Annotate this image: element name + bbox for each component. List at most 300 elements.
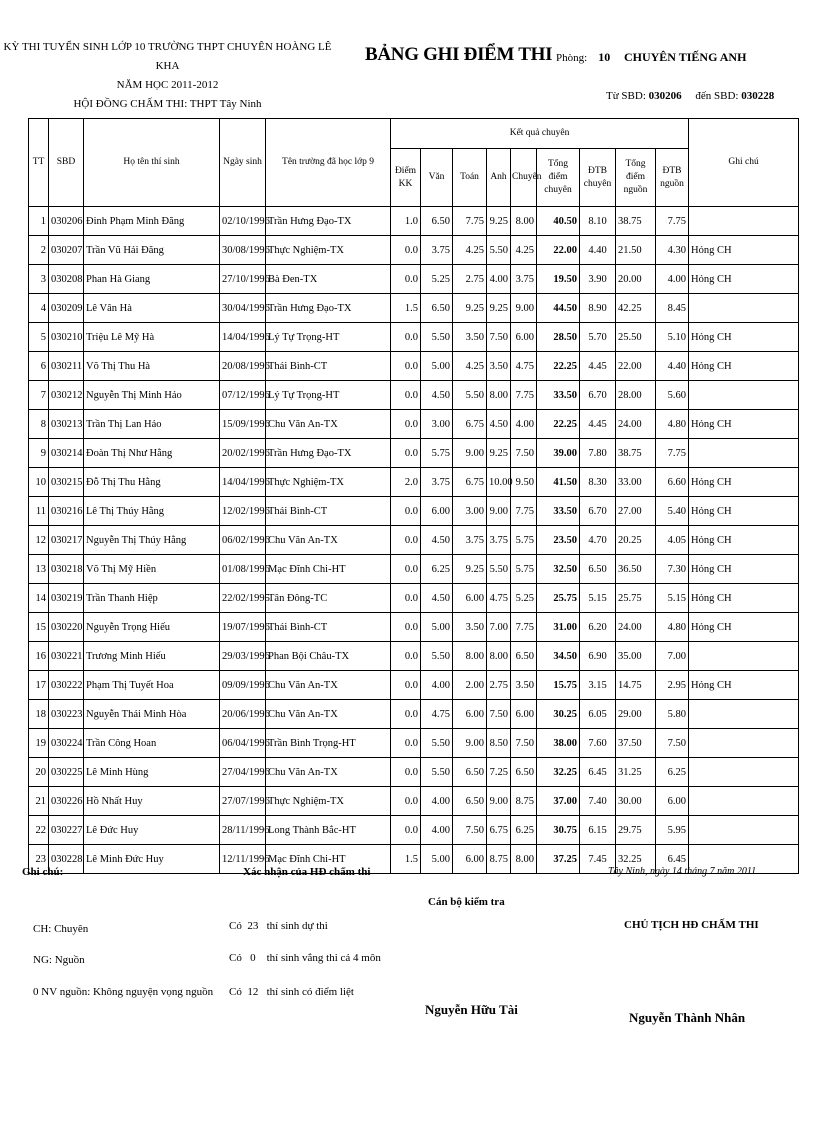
note-ch: CH: Chuyên — [33, 923, 89, 935]
cell-van: 4.75 — [421, 700, 453, 729]
cell-dob: 27/07/1996 — [220, 787, 266, 816]
confirm-line-2 — [229, 952, 381, 964]
cell-dtb-nguon: 5.15 — [656, 584, 689, 613]
cell-sbd: 030218 — [49, 555, 84, 584]
cell-note — [689, 381, 799, 410]
cell-anh: 5.50 — [487, 236, 511, 265]
cell-dob: 27/10/1996 — [220, 265, 266, 294]
cell-sbd: 030226 — [49, 787, 84, 816]
table-row — [29, 352, 799, 381]
cell-dtb-nguon: 4.00 — [656, 265, 689, 294]
cell-toan: 9.00 — [453, 439, 487, 468]
cell-kk: 1.5 — [391, 294, 421, 323]
cell-van: 6.25 — [421, 555, 453, 584]
cell-kk: 0.0 — [391, 439, 421, 468]
cell-dtb-chuyen: 5.70 — [580, 323, 616, 352]
cell-toan: 7.75 — [453, 207, 487, 236]
cell-dtb-chuyen: 6.45 — [580, 758, 616, 787]
cell-note: Hỏng CH — [689, 352, 799, 381]
sbd-range — [606, 90, 774, 102]
cell-van: 6.00 — [421, 497, 453, 526]
col-note: Ghi chú — [689, 119, 799, 207]
cell-dob: 14/04/1996 — [220, 323, 266, 352]
cell-school: Long Thành Bắc-HT — [266, 816, 391, 845]
cell-tt: 8 — [29, 410, 49, 439]
table-row — [29, 613, 799, 642]
cell-chuyen: 7.50 — [511, 439, 537, 468]
cell-name: Lê Minh Đức Huy — [84, 845, 220, 874]
cell-dtb-chuyen: 6.15 — [580, 816, 616, 845]
cell-dtb-nguon: 8.45 — [656, 294, 689, 323]
room-label: Phòng: — [556, 52, 588, 64]
table-row — [29, 294, 799, 323]
cell-note — [689, 758, 799, 787]
cell-tt: 15 — [29, 613, 49, 642]
cell-dob: 20/02/1996 — [220, 439, 266, 468]
cell-chuyen: 6.50 — [511, 642, 537, 671]
cell-dtb-nguon: 7.75 — [656, 439, 689, 468]
cell-name: Trần Vũ Hải Đăng — [84, 236, 220, 265]
cell-anh: 8.00 — [487, 381, 511, 410]
cell-dob: 27/04/1996 — [220, 758, 266, 787]
cell-dtb-chuyen: 7.40 — [580, 787, 616, 816]
cell-note — [689, 787, 799, 816]
cell-anh: 6.75 — [487, 816, 511, 845]
cell-dob: 19/07/1996 — [220, 613, 266, 642]
cell-dtb-nguon: 5.80 — [656, 700, 689, 729]
cell-tt: 23 — [29, 845, 49, 874]
cell-dob: 09/09/1996 — [220, 671, 266, 700]
cell-sbd: 030221 — [49, 642, 84, 671]
cell-tong-chuyen: 39.00 — [537, 439, 580, 468]
cell-school: Thái Bình-CT — [266, 497, 391, 526]
cell-note: Hỏng CH — [689, 410, 799, 439]
cell-name: Lê Thị Thúy Hằng — [84, 497, 220, 526]
cell-toan: 4.25 — [453, 236, 487, 265]
cell-tong-nguon: 24.00 — [616, 613, 656, 642]
col-dob: Ngày sinh — [220, 119, 266, 207]
cell-school: Thực Nghiệm-TX — [266, 468, 391, 497]
cell-school: Chu Văn An-TX — [266, 671, 391, 700]
checker-name: Nguyễn Hữu Tài — [425, 1002, 518, 1017]
cell-tong-nguon: 31.25 — [616, 758, 656, 787]
cell-dob: 22/02/1995 — [220, 584, 266, 613]
cell-anh: 9.25 — [487, 207, 511, 236]
cell-dtb-nguon: 6.45 — [656, 845, 689, 874]
cell-toan: 6.50 — [453, 787, 487, 816]
cell-note: Hỏng CH — [689, 671, 799, 700]
cell-name: Võ Thị Thu Hà — [84, 352, 220, 381]
cell-tt: 13 — [29, 555, 49, 584]
cell-van: 5.50 — [421, 642, 453, 671]
cell-dtb-nguon: 5.60 — [656, 381, 689, 410]
confirm-line-1 — [229, 920, 328, 932]
cell-note: Hỏng CH — [689, 526, 799, 555]
cell-van: 5.00 — [421, 613, 453, 642]
table-row — [29, 207, 799, 236]
cell-name: Trần Thanh Hiệp — [84, 584, 220, 613]
cell-dtb-nguon: 5.10 — [656, 323, 689, 352]
cell-anh: 3.75 — [487, 526, 511, 555]
cell-school: Mạc Đĩnh Chi-HT — [266, 555, 391, 584]
cell-chuyen: 9.00 — [511, 294, 537, 323]
cell-tong-nguon: 25.50 — [616, 323, 656, 352]
cell-tong-chuyen: 40.50 — [537, 207, 580, 236]
cell-van: 5.25 — [421, 265, 453, 294]
cell-name: Đinh Phạm Minh Đăng — [84, 207, 220, 236]
cell-van: 3.00 — [421, 410, 453, 439]
cell-kk: 0.0 — [391, 410, 421, 439]
sbd-from-label: Từ SBD: — [606, 90, 646, 102]
cell-sbd: 030219 — [49, 584, 84, 613]
cell-tt: 5 — [29, 323, 49, 352]
cell-kk: 0.0 — [391, 526, 421, 555]
cell-van: 5.50 — [421, 729, 453, 758]
cell-kk: 2.0 — [391, 468, 421, 497]
cell-chuyen: 7.75 — [511, 497, 537, 526]
cell-toan: 6.00 — [453, 845, 487, 874]
cell-tt: 4 — [29, 294, 49, 323]
cell-tong-nguon: 36.50 — [616, 555, 656, 584]
cell-toan: 8.00 — [453, 642, 487, 671]
cell-school: Tân Đông-TC — [266, 584, 391, 613]
cell-tt: 10 — [29, 468, 49, 497]
cell-sbd: 030209 — [49, 294, 84, 323]
cell-tong-chuyen: 37.00 — [537, 787, 580, 816]
cell-sbd: 030211 — [49, 352, 84, 381]
cell-dob: 01/08/1996 — [220, 555, 266, 584]
cell-note — [689, 700, 799, 729]
cell-tong-chuyen: 33.50 — [537, 497, 580, 526]
cell-name: Trần Công Hoan — [84, 729, 220, 758]
cell-tong-nguon: 24.00 — [616, 410, 656, 439]
cell-dob: 07/12/1996 — [220, 381, 266, 410]
cell-anh: 9.25 — [487, 294, 511, 323]
exam-header — [0, 38, 335, 114]
cell-van: 4.50 — [421, 584, 453, 613]
cell-anh: 7.00 — [487, 613, 511, 642]
cell-chuyen: 5.75 — [511, 526, 537, 555]
cell-tong-chuyen: 44.50 — [537, 294, 580, 323]
cell-tong-chuyen: 22.00 — [537, 236, 580, 265]
cell-tong-nguon: 38.75 — [616, 439, 656, 468]
cell-tong-nguon: 42.25 — [616, 294, 656, 323]
cell-dtb-chuyen: 3.90 — [580, 265, 616, 294]
cell-toan: 3.00 — [453, 497, 487, 526]
count-participants: 23 — [247, 920, 259, 932]
cell-tt: 11 — [29, 497, 49, 526]
col-sbd: SBD — [49, 119, 84, 207]
cell-toan: 6.75 — [453, 410, 487, 439]
cell-chuyen: 6.25 — [511, 816, 537, 845]
cell-van: 3.75 — [421, 236, 453, 265]
cell-school: Lý Tự Trọng-HT — [266, 381, 391, 410]
cell-name: Lê Đức Huy — [84, 816, 220, 845]
cell-dtb-chuyen: 4.45 — [580, 410, 616, 439]
cell-sbd: 030225 — [49, 758, 84, 787]
cell-dtb-nguon: 4.40 — [656, 352, 689, 381]
cell-dtb-chuyen: 7.45 — [580, 845, 616, 874]
cell-kk: 0.0 — [391, 555, 421, 584]
cell-sbd: 030214 — [49, 439, 84, 468]
cell-van: 5.75 — [421, 439, 453, 468]
note-0nv: 0 NV nguồn: Không nguyện vọng nguồn — [33, 986, 214, 998]
cell-anh: 8.00 — [487, 642, 511, 671]
cell-note — [689, 294, 799, 323]
cell-dtb-nguon: 5.95 — [656, 816, 689, 845]
cell-dtb-chuyen: 6.05 — [580, 700, 616, 729]
col-school: Tên trường đã học lớp 9 — [266, 119, 391, 207]
cell-dtb-chuyen: 7.80 — [580, 439, 616, 468]
confirm-text-1: thí sinh dự thi — [266, 920, 328, 932]
cell-dtb-nguon: 4.80 — [656, 613, 689, 642]
cell-kk: 0.0 — [391, 381, 421, 410]
cell-dtb-chuyen: 4.40 — [580, 236, 616, 265]
cell-note — [689, 439, 799, 468]
cell-tong-chuyen: 30.25 — [537, 700, 580, 729]
table-row — [29, 729, 799, 758]
cell-tong-chuyen: 38.00 — [537, 729, 580, 758]
cell-sbd: 030213 — [49, 410, 84, 439]
cell-anh: 7.50 — [487, 323, 511, 352]
cell-kk: 0.0 — [391, 671, 421, 700]
cell-note: Hỏng CH — [689, 236, 799, 265]
cell-sbd: 030217 — [49, 526, 84, 555]
cell-sbd: 030216 — [49, 497, 84, 526]
confirm-line-3 — [229, 986, 354, 998]
table-row — [29, 758, 799, 787]
cell-tt: 18 — [29, 700, 49, 729]
cell-van: 4.00 — [421, 816, 453, 845]
table-row — [29, 468, 799, 497]
col-van: Văn — [421, 149, 453, 207]
cell-tong-chuyen: 30.75 — [537, 816, 580, 845]
chair-title: CHỦ TỊCH HĐ CHẤM THI — [624, 919, 759, 931]
cell-dtb-chuyen: 6.20 — [580, 613, 616, 642]
cell-van: 5.00 — [421, 845, 453, 874]
table-row — [29, 265, 799, 294]
cell-name: Phan Hà Giang — [84, 265, 220, 294]
cell-school: Thực Nghiệm-TX — [266, 236, 391, 265]
cell-sbd: 030220 — [49, 613, 84, 642]
cell-dtb-nguon: 2.95 — [656, 671, 689, 700]
cell-kk: 0.0 — [391, 787, 421, 816]
cell-note — [689, 207, 799, 236]
table-row — [29, 381, 799, 410]
cell-tong-chuyen: 23.50 — [537, 526, 580, 555]
cell-dob: 06/02/1996 — [220, 526, 266, 555]
col-toan: Toán — [453, 149, 487, 207]
cell-chuyen: 3.75 — [511, 265, 537, 294]
cell-name: Đoàn Thị Như Hằng — [84, 439, 220, 468]
cell-name: Triệu Lê Mỹ Hà — [84, 323, 220, 352]
cell-school: Chu Văn An-TX — [266, 410, 391, 439]
cell-dtb-chuyen: 4.45 — [580, 352, 616, 381]
cell-anh: 4.00 — [487, 265, 511, 294]
table-row — [29, 410, 799, 439]
cell-anh: 3.50 — [487, 352, 511, 381]
cell-tong-nguon: 35.00 — [616, 642, 656, 671]
cell-chuyen: 4.25 — [511, 236, 537, 265]
cell-chuyen: 3.50 — [511, 671, 537, 700]
cell-tong-chuyen: 41.50 — [537, 468, 580, 497]
cell-dtb-chuyen: 6.90 — [580, 642, 616, 671]
cell-kk: 0.0 — [391, 700, 421, 729]
cell-tong-chuyen: 31.00 — [537, 613, 580, 642]
col-tong-chuyen: Tổng điểm chuyên — [537, 149, 580, 207]
cell-dob: 30/04/1996 — [220, 294, 266, 323]
cell-toan: 6.00 — [453, 584, 487, 613]
checker-title: Cán bộ kiểm tra — [428, 896, 505, 908]
cell-note — [689, 816, 799, 845]
cell-school: Trần Hưng Đạo-TX — [266, 294, 391, 323]
cell-sbd: 030228 — [49, 845, 84, 874]
cell-van: 5.50 — [421, 323, 453, 352]
notes-title: Ghi chú: — [22, 866, 64, 878]
cell-dtb-chuyen: 6.50 — [580, 555, 616, 584]
cell-dtb-nguon: 6.00 — [656, 787, 689, 816]
cell-dob: 28/11/1996 — [220, 816, 266, 845]
cell-tt: 22 — [29, 816, 49, 845]
table-row — [29, 787, 799, 816]
cell-dob: 06/04/1996 — [220, 729, 266, 758]
cell-dtb-chuyen: 8.30 — [580, 468, 616, 497]
cell-tong-nguon: 27.00 — [616, 497, 656, 526]
room-number: 10 — [598, 50, 611, 64]
cell-dtb-chuyen: 8.90 — [580, 294, 616, 323]
cell-tong-chuyen: 28.50 — [537, 323, 580, 352]
cell-name: Nguyễn Trọng Hiếu — [84, 613, 220, 642]
room-info — [556, 50, 746, 65]
cell-tt: 12 — [29, 526, 49, 555]
cell-school: Thái Bình-CT — [266, 613, 391, 642]
cell-tong-nguon: 37.50 — [616, 729, 656, 758]
cell-dob: 15/09/1996 — [220, 410, 266, 439]
cell-van: 4.00 — [421, 671, 453, 700]
cell-chuyen: 4.00 — [511, 410, 537, 439]
cell-anh: 7.25 — [487, 758, 511, 787]
col-dtb-nguon: ĐTB nguồn — [656, 149, 689, 207]
cell-tong-chuyen: 19.50 — [537, 265, 580, 294]
cell-tong-chuyen: 15.75 — [537, 671, 580, 700]
cell-dob: 14/04/1996 — [220, 468, 266, 497]
cell-anh: 8.50 — [487, 729, 511, 758]
confirm-co-2: Có — [229, 952, 242, 964]
cell-toan: 3.75 — [453, 526, 487, 555]
table-row — [29, 497, 799, 526]
cell-anh: 7.50 — [487, 700, 511, 729]
cell-toan: 3.50 — [453, 613, 487, 642]
cell-kk: 0.0 — [391, 816, 421, 845]
cell-tong-nguon: 20.00 — [616, 265, 656, 294]
cell-dtb-chuyen: 6.70 — [580, 381, 616, 410]
cell-toan: 6.00 — [453, 700, 487, 729]
cell-sbd: 030227 — [49, 816, 84, 845]
count-absent: 0 — [250, 952, 256, 964]
grading-council: HỘI ĐỒNG CHẤM THI: THPT Tây Ninh — [73, 98, 262, 110]
cell-dtb-nguon: 4.05 — [656, 526, 689, 555]
cell-kk: 0.0 — [391, 236, 421, 265]
cell-chuyen: 5.75 — [511, 555, 537, 584]
cell-sbd: 030208 — [49, 265, 84, 294]
cell-school: Bà Đen-TX — [266, 265, 391, 294]
cell-anh: 9.00 — [487, 497, 511, 526]
cell-note: Hỏng CH — [689, 323, 799, 352]
cell-sbd: 030215 — [49, 468, 84, 497]
cell-chuyen: 6.00 — [511, 323, 537, 352]
cell-tong-chuyen: 33.50 — [537, 381, 580, 410]
page-title: BẢNG GHI ĐIỂM THI — [365, 44, 553, 65]
confirm-co-3: Có — [229, 986, 242, 998]
cell-note: Hỏng CH — [689, 584, 799, 613]
table-row — [29, 816, 799, 845]
table-row — [29, 642, 799, 671]
cell-dtb-chuyen: 6.70 — [580, 497, 616, 526]
cell-dob: 20/08/1996 — [220, 352, 266, 381]
cell-anh: 4.75 — [487, 584, 511, 613]
table-row — [29, 323, 799, 352]
table-row — [29, 555, 799, 584]
sbd-from: 030206 — [648, 90, 682, 102]
cell-toan: 3.50 — [453, 323, 487, 352]
place-date: Tây Ninh, ngày 14 tháng 7 năm 2011 — [608, 866, 757, 877]
cell-tong-chuyen: 34.50 — [537, 642, 580, 671]
cell-tong-nguon: 28.00 — [616, 381, 656, 410]
room-name: CHUYÊN TIẾNG ANH — [623, 50, 747, 64]
cell-note: Hỏng CH — [689, 468, 799, 497]
cell-note: Hỏng CH — [689, 613, 799, 642]
cell-van: 6.50 — [421, 294, 453, 323]
cell-anh: 5.50 — [487, 555, 511, 584]
cell-chuyen: 7.75 — [511, 381, 537, 410]
cell-anh: 9.00 — [487, 787, 511, 816]
score-table — [28, 118, 799, 874]
cell-school: Chu Văn An-TX — [266, 700, 391, 729]
confirm-text-3: thí sinh có điểm liệt — [266, 986, 354, 998]
cell-name: Lê Minh Hùng — [84, 758, 220, 787]
cell-name: Trần Thị Lan Hảo — [84, 410, 220, 439]
col-tong-nguon: Tổng điểm nguồn — [616, 149, 656, 207]
cell-sbd: 030224 — [49, 729, 84, 758]
cell-dtb-nguon: 7.00 — [656, 642, 689, 671]
cell-chuyen: 8.00 — [511, 207, 537, 236]
cell-chuyen: 8.75 — [511, 787, 537, 816]
col-tt: TT — [29, 119, 49, 207]
cell-tong-nguon: 32.25 — [616, 845, 656, 874]
cell-kk: 0.0 — [391, 265, 421, 294]
cell-sbd: 030207 — [49, 236, 84, 265]
cell-dob: 20/06/1996 — [220, 700, 266, 729]
cell-school: Chu Văn An-TX — [266, 526, 391, 555]
cell-van: 3.75 — [421, 468, 453, 497]
cell-tt: 20 — [29, 758, 49, 787]
cell-tt: 6 — [29, 352, 49, 381]
cell-sbd: 030212 — [49, 381, 84, 410]
cell-tong-nguon: 25.75 — [616, 584, 656, 613]
cell-name: Nguyễn Thái Minh Hòa — [84, 700, 220, 729]
cell-tong-nguon: 38.75 — [616, 207, 656, 236]
col-group-result: Kết quả chuyên — [391, 119, 689, 149]
cell-note: Hỏng CH — [689, 497, 799, 526]
cell-kk: 0.0 — [391, 642, 421, 671]
cell-chuyen: 8.00 — [511, 845, 537, 874]
score-rows — [29, 207, 799, 874]
cell-tong-nguon: 29.00 — [616, 700, 656, 729]
cell-van: 5.50 — [421, 758, 453, 787]
chair-name: Nguyễn Thành Nhân — [629, 1010, 746, 1025]
cell-name: Đỗ Thị Thu Hằng — [84, 468, 220, 497]
cell-note — [689, 642, 799, 671]
